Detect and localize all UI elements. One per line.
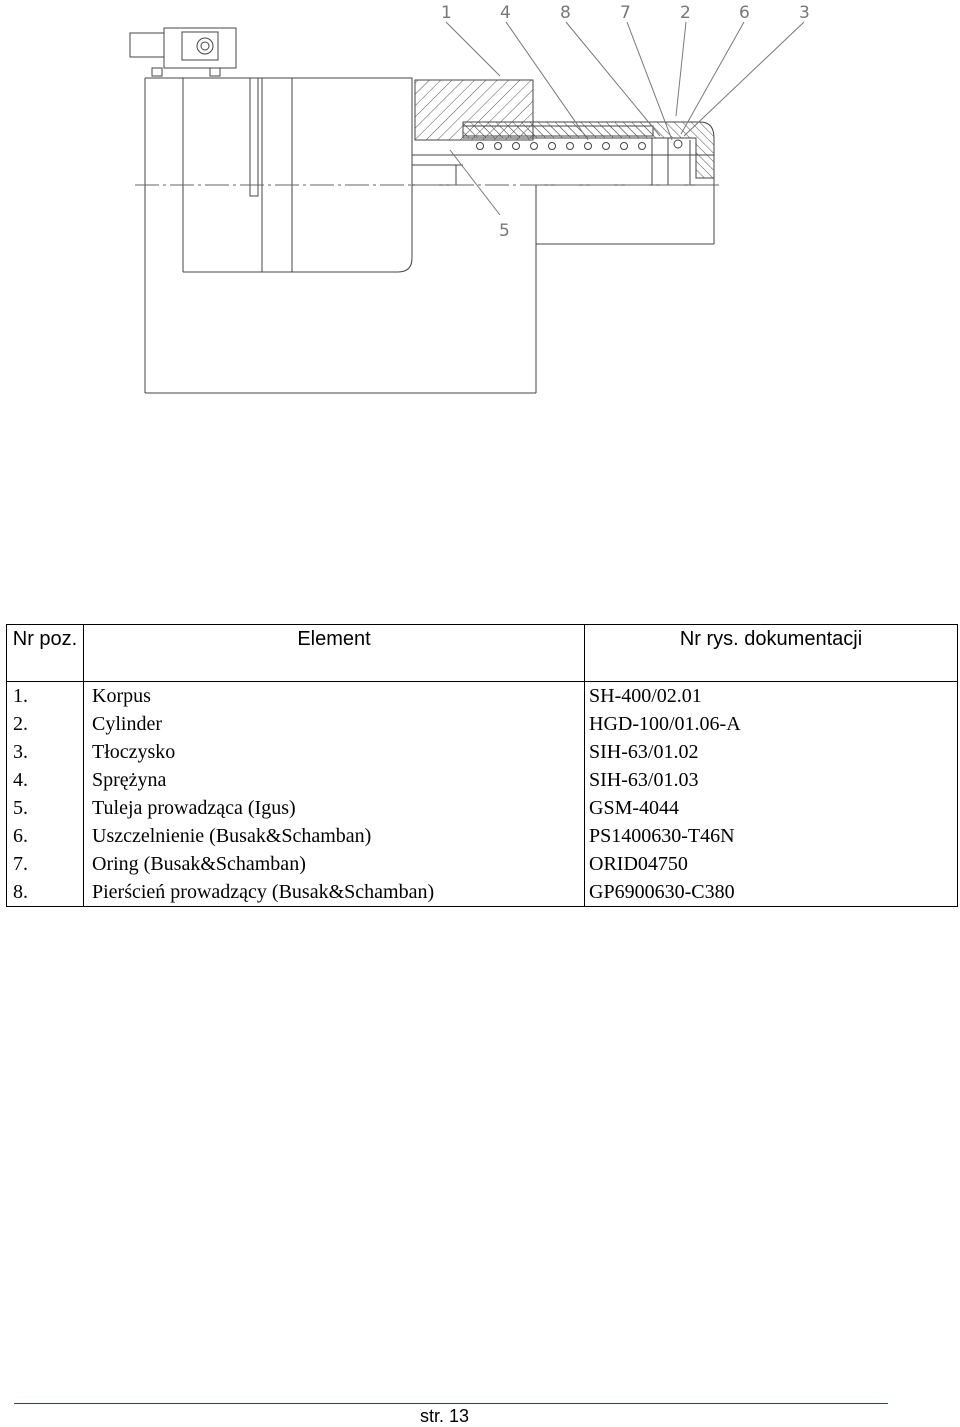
- connector-block: [130, 28, 236, 76]
- cell-element: Korpus: [84, 682, 585, 711]
- cell-doc: ORID04750: [585, 850, 958, 878]
- cell-doc: PS1400630-T46N: [585, 822, 958, 850]
- table-row: [7, 878, 958, 907]
- footer-divider: [14, 1403, 888, 1404]
- cell-element: Oring (Busak&Schamban): [84, 850, 585, 878]
- callout-8: 8: [560, 3, 571, 23]
- table-row: [7, 738, 958, 766]
- cell-nr: 2.: [7, 710, 84, 738]
- cell-nr: 1.: [7, 682, 84, 711]
- spring-coils: [477, 140, 683, 150]
- cell-doc: GSM-4044: [585, 794, 958, 822]
- cell-element: Uszczelnienie (Busak&Schamban): [84, 822, 585, 850]
- technical-drawing: [0, 0, 960, 400]
- cell-doc: HGD-100/01.06-A: [585, 710, 958, 738]
- cell-element: Pierścień prowadzący (Busak&Schamban): [84, 878, 585, 907]
- header-doc: Nr rys. dokumentacji: [585, 625, 958, 682]
- cell-nr: 7.: [7, 850, 84, 878]
- cell-nr: 8.: [7, 878, 84, 907]
- cell-doc: GP6900630-C380: [585, 878, 958, 907]
- callout-2: 2: [680, 3, 691, 23]
- table-row: [7, 850, 958, 878]
- table-header-row: [7, 625, 958, 682]
- callout-6: 6: [739, 3, 750, 23]
- cell-element: Cylinder: [84, 710, 585, 738]
- cell-element: Sprężyna: [84, 766, 585, 794]
- cell-doc: SH-400/02.01: [585, 682, 958, 711]
- callout-7: 7: [620, 3, 631, 23]
- callout-4: 4: [500, 3, 511, 23]
- cell-element: Tłoczysko: [84, 738, 585, 766]
- callout-5: 5: [499, 221, 510, 241]
- parts-table: [6, 624, 958, 907]
- page-number: str. 13: [420, 1406, 470, 1426]
- cell-nr: 6.: [7, 822, 84, 850]
- cell-doc: SIH-63/01.03: [585, 766, 958, 794]
- cell-nr: 4.: [7, 766, 84, 794]
- table-row: [7, 794, 958, 822]
- cell-element: Tuleja prowadząca (Igus): [84, 794, 585, 822]
- table-row: [7, 822, 958, 850]
- table-row: [7, 682, 958, 711]
- callout-3: 3: [799, 3, 810, 23]
- cell-doc: SIH-63/01.02: [585, 738, 958, 766]
- cell-nr: 3.: [7, 738, 84, 766]
- callout-1: 1: [441, 3, 452, 23]
- table-row: [7, 766, 958, 794]
- cell-nr: 5.: [7, 794, 84, 822]
- table-row: [7, 710, 958, 738]
- header-nr: Nr poz.: [7, 625, 84, 682]
- header-element: Element: [84, 625, 585, 682]
